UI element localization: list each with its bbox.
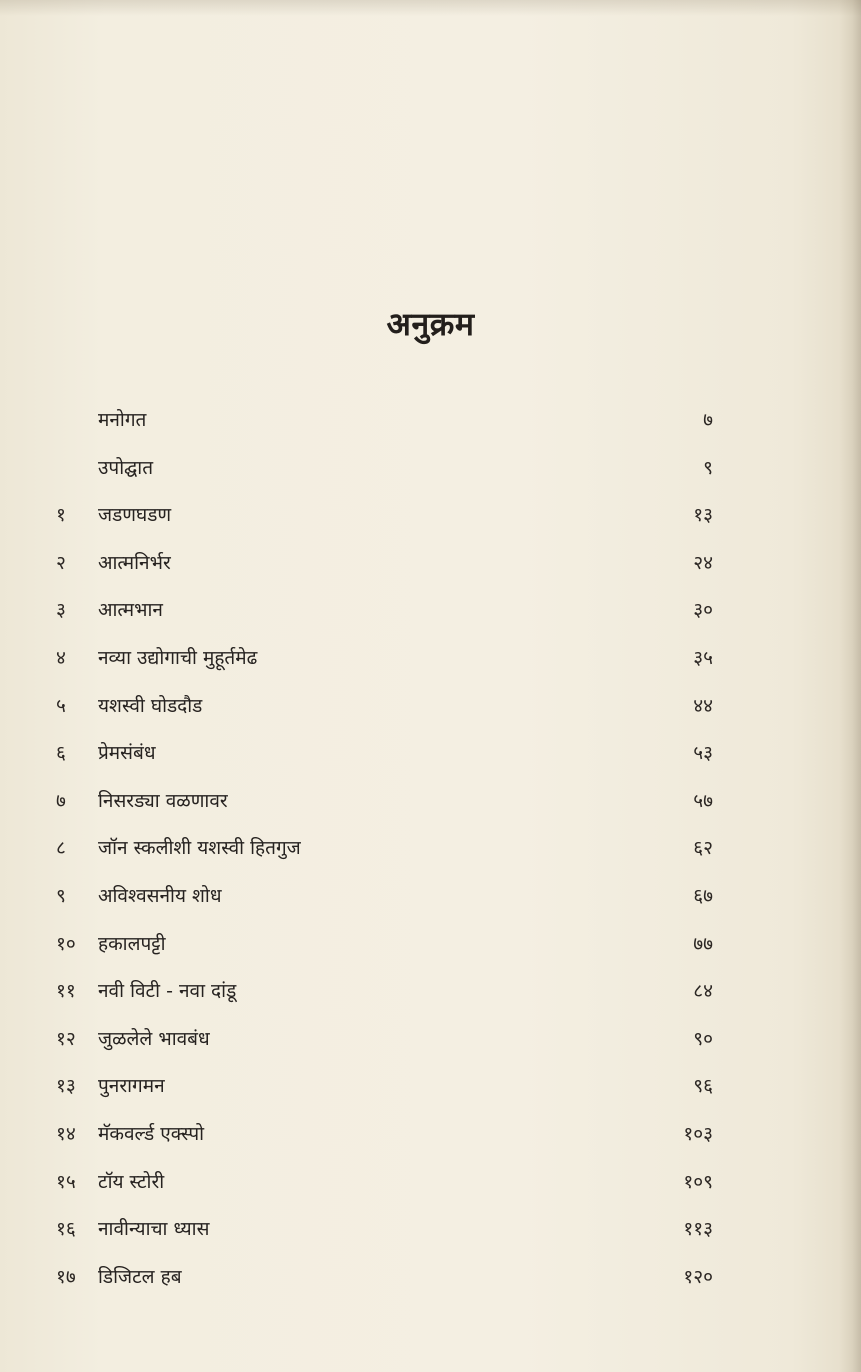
toc-entry [0,1068,861,1104]
toc-entry-number: १२ [56,1028,76,1050]
toc-entry [0,1116,861,1152]
toc-entry-page: ११३ [683,1218,713,1240]
toc-entry-title: अविश्वसनीय शोध [98,885,222,907]
toc-entry-number: १३ [56,1075,76,1097]
toc-entry [0,735,861,771]
toc-entry-title: उपोद्घात [98,457,154,479]
toc-entry-number: १७ [56,1266,76,1288]
page-title: अनुक्रम [386,305,475,343]
toc-entry-page: ९ [703,457,713,479]
toc-entry-page: ७७ [693,933,713,955]
toc-entry-number: ५ [56,695,66,717]
toc-entry-number: ३ [56,599,66,621]
toc-entry-number: ११ [56,980,76,1002]
toc-entry [0,878,861,914]
toc-entry-title: निसरड्या वळणावर [98,790,228,812]
toc-entry-title: हकालपट्टी [98,933,166,955]
toc-entry-page: ५७ [693,790,713,812]
toc-entry-title: जॉन स्कलीशी यशस्वी हितगुज [98,837,301,859]
toc-entry [0,1259,861,1295]
toc-entry-number: १ [56,504,66,526]
toc-entry-page: ३० [693,599,713,621]
toc-entry-title: टॉय स्टोरी [98,1171,165,1193]
toc-entry-number: १५ [56,1171,76,1193]
toc-entry [0,926,861,962]
toc-entry [0,783,861,819]
toc-entry-page: १३ [693,504,713,526]
toc-entry-title: जुळलेले भावबंध [98,1028,210,1050]
toc-entry-title: जडणघडण [98,504,172,526]
toc-entry-page: १२० [683,1266,713,1288]
toc-entry [0,973,861,1009]
toc-entry-page: १०९ [683,1171,713,1193]
toc-entry [0,688,861,724]
toc-entry-title: पुनरागमन [98,1075,165,1097]
toc-entry-page: ९६ [693,1075,713,1097]
toc-entry-page: ६७ [693,885,713,907]
toc-entry-page: ७ [703,409,713,431]
toc-entry-number: १६ [56,1218,76,1240]
toc-entry [0,545,861,581]
toc-entry-number: १० [56,933,76,955]
toc-entry [0,1211,861,1247]
toc-entry [0,830,861,866]
toc-entry-number: २ [56,552,66,574]
toc-entry-title: प्रेमसंबंध [98,742,156,764]
toc-entry [0,402,861,438]
toc-entry-title: मनोगत [98,409,147,431]
toc-entry [0,1021,861,1057]
toc-entry [0,592,861,628]
toc-entry-title: नवी विटी - नवा दांडू [98,980,237,1002]
toc-entry-number: ६ [56,742,66,764]
toc-entry-title: यशस्वी घोडदौड [98,695,203,717]
toc-entry-page: २४ [693,552,713,574]
toc-entry [0,1164,861,1200]
toc-entry [0,497,861,533]
toc-entry-page: ९० [693,1028,713,1050]
toc-entry-page: ३५ [693,647,713,669]
toc-entry [0,640,861,676]
toc-entry-number: १४ [56,1123,76,1145]
toc-entry-page: ५३ [693,742,713,764]
toc-entry [0,450,861,486]
toc-entry-number: ४ [56,647,66,669]
toc-entry-number: ९ [56,885,66,907]
toc-entry-page: ८४ [693,980,713,1002]
toc-entry-page: ६२ [693,837,713,859]
toc-entry-title: नावीन्याचा ध्यास [98,1218,210,1240]
toc-entry-title: मॅकवर्ल्ड एक्स्पो [98,1123,205,1145]
toc-entry-page: ४४ [693,695,713,717]
toc-entry-title: आत्मभान [98,599,163,621]
toc-entry-title: आत्मनिर्भर [98,552,171,574]
toc-entry-title: डिजिटल हब [98,1266,182,1288]
toc-entry-page: १०३ [683,1123,713,1145]
toc-entry-number: ७ [56,790,66,812]
toc-entry-number: ८ [56,837,66,859]
toc-entry-title: नव्या उद्योगाची मुहूर्तमेढ [98,647,258,669]
